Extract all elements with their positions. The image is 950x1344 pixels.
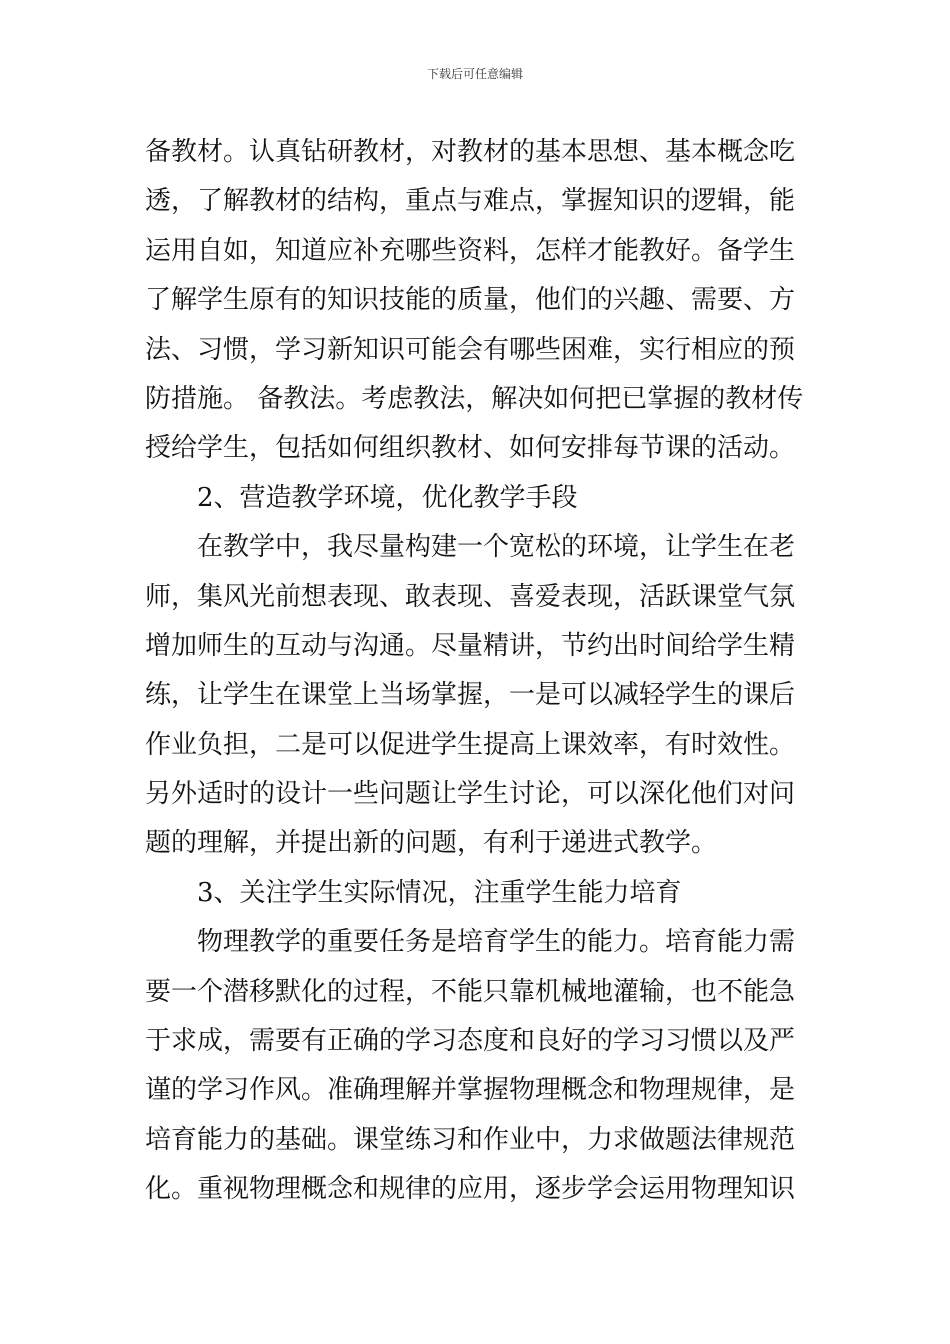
text-line: 备教材。认真钻研教材，对教材的基本思想、基本概念吃 bbox=[145, 137, 796, 167]
body-text bbox=[145, 128, 815, 1215]
text-line: 防措施。 备教法。考虑教法，解决如何把已掌握的教材传 bbox=[145, 383, 804, 414]
text-line: 在教学中，我尽量构建一个宽松的环境，让学生在老 bbox=[197, 532, 796, 563]
text-line: 练，让学生在课堂上当场掌握，一是可以减轻学生的课后 bbox=[145, 680, 796, 711]
text-line: 题的理解，并提出新的问题，有利于递进式教学。 bbox=[145, 828, 718, 859]
text-line: 要一个潜移默化的过程，不能只靠机械地灌输，也不能急 bbox=[145, 976, 796, 1007]
text-line: 作业负担，二是可以促进学生提高上课效率，有时效性。 bbox=[145, 729, 796, 760]
section-heading: 2、营造教学环境，优化教学手段 bbox=[197, 482, 578, 513]
text-line: 法、习惯，学习新知识可能会有哪些困难，实行相应的预 bbox=[145, 334, 796, 365]
text-line: 增加师生的互动与沟通。尽量精讲，节约出时间给学生精 bbox=[145, 630, 796, 661]
text-line: 另外适时的设计一些问题让学生讨论，可以深化他们对问 bbox=[145, 779, 796, 810]
text-line: 运用自如，知道应补充哪些资料，怎样才能教好。备学生 bbox=[145, 235, 796, 266]
text-line: 培育能力的基础。课堂练习和作业中，力求做题法律规范 bbox=[145, 1124, 796, 1155]
text-line: 透，了解教材的结构，重点与难点，掌握知识的逻辑，能 bbox=[145, 186, 796, 217]
section-heading: 3、关注学生实际情况，注重学生能力培育 bbox=[197, 877, 682, 908]
text-line: 授给学生，包括如何组织教材、如何安排每节课的活动。 bbox=[145, 433, 796, 464]
page-header: 下载后可任意编辑 bbox=[426, 67, 523, 81]
text-line: 师，集风光前想表现、敢表现、喜爱表现，活跃课堂气氛 bbox=[145, 581, 796, 612]
text-line: 了解学生原有的知识技能的质量，他们的兴趣、需要、方 bbox=[145, 285, 796, 316]
text-line: 谨的学习作风。准确理解并掌握物理概念和物理规律，是 bbox=[145, 1075, 796, 1106]
text-line: 化。重视物理概念和规律的应用，逐步学会运用物理知识 bbox=[145, 1174, 796, 1205]
text-line: 于求成，需要有正确的学习态度和良好的学习习惯以及严 bbox=[145, 1026, 796, 1057]
text-line: 物理教学的重要任务是培育学生的能力。培育能力需 bbox=[197, 927, 796, 958]
